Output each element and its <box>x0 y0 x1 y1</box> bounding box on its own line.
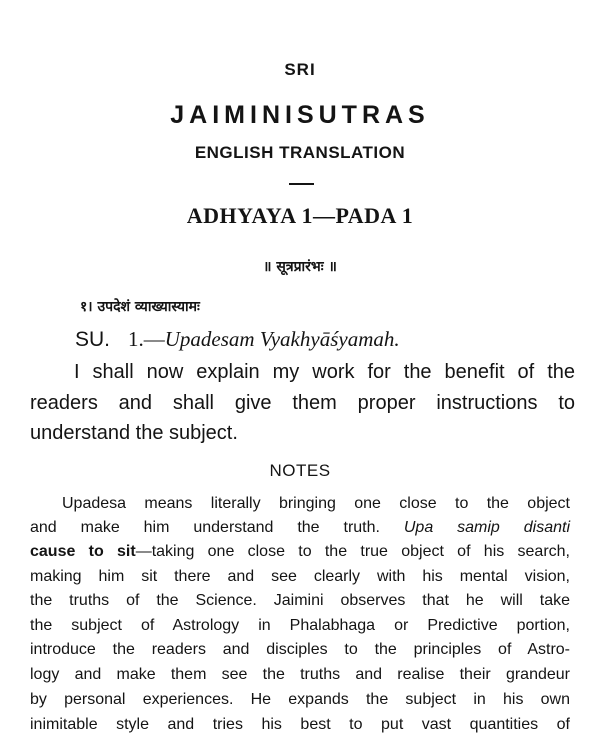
sutra-transliteration: Upadesam Vyakhyāśyamah. <box>164 327 400 351</box>
translation-line: readers and shall give them proper instructions to <box>30 392 575 414</box>
notes-line: the subject of Astrology in Phalabhaga or Predictive portion, <box>30 617 570 634</box>
chapter-heading: ADHYAYA 1—PADA 1 <box>186 203 414 228</box>
sutra-heading <box>75 327 400 352</box>
notes-line: logy and make them see the truths and realise their grandeur <box>30 666 570 683</box>
notes-line: inimitable style and tries his best to put vast quantities of <box>30 716 570 733</box>
notes-line: making him sit there and see clearly with his mental vision, <box>30 568 570 585</box>
notes-line: the truths of the Science. Jaimini observes that he will take <box>30 592 570 609</box>
notes-text: —taking one close to the true object of his search, <box>135 543 570 560</box>
sutra-devanagari: १। उपदेशं व्याख्यास्यामः <box>80 299 200 315</box>
invocation-heading: ॥ सूत्रप्रारंभः ॥ <box>263 259 337 275</box>
notes-text: and make him understand the truth. <box>30 519 404 536</box>
sutra-prefix: SU. <box>75 328 111 351</box>
sutra-number: 1.— <box>128 327 165 351</box>
translation-line: I shall now explain my work for the benefit of the <box>74 361 575 383</box>
notes-line <box>30 518 570 538</box>
title-divider <box>289 183 314 185</box>
translation-line: understand the subject. <box>30 422 238 444</box>
sri-heading: SRI <box>284 60 316 79</box>
notes-heading: NOTES <box>269 461 331 480</box>
book-title: JAIMINISUTRAS <box>170 101 430 129</box>
book-subtitle: ENGLISH TRANSLATION <box>194 143 406 162</box>
notes-bold-phrase: cause to sit <box>30 543 136 560</box>
notes-line: Upadesa means literally bringing one close to the object <box>62 495 570 512</box>
notes-line <box>30 542 570 562</box>
notes-line: introduce the readers and disciples to the principles of Astro- <box>30 641 570 658</box>
notes-line: by personal experiences. He expands the subject in his own <box>30 691 570 708</box>
notes-italic-phrase: Upa samip disanti <box>403 519 570 536</box>
